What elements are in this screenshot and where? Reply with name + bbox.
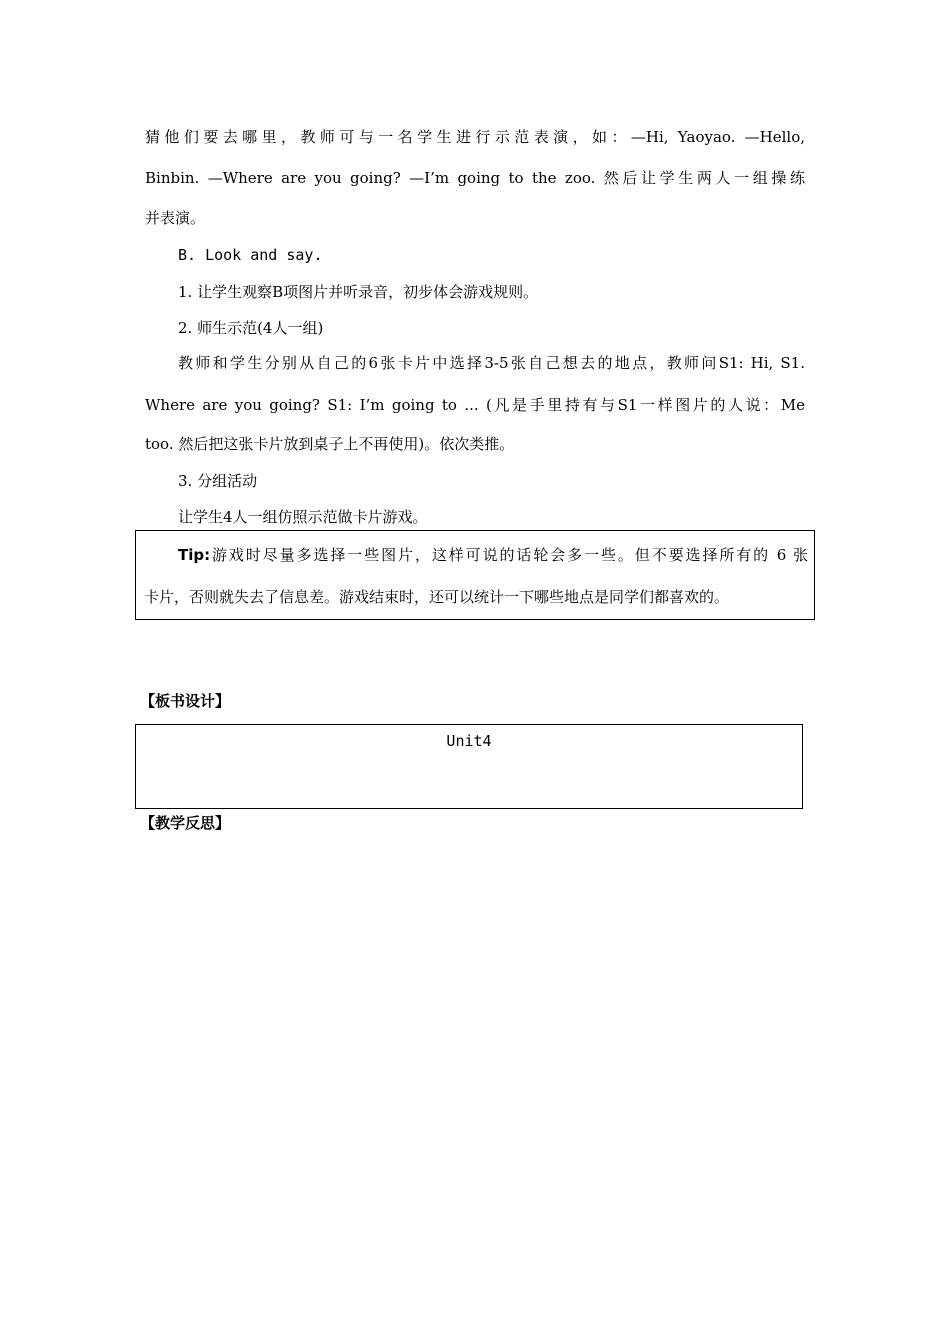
tip-text: 游戏时尽量多选择一些图片，这样可说的话轮会多一些。但不要选择所有的 6 张 bbox=[210, 546, 808, 564]
board-design-heading: 【板书设计】 bbox=[140, 692, 231, 710]
paragraph-line: 教师和学生分别从自己的6张卡片中选择3-5张自己想去的地点，教师问S1: Hi, S1. bbox=[178, 354, 805, 372]
tip-box bbox=[135, 530, 815, 620]
paragraph-line: 让学生4人一组仿照示范做卡片游戏。 bbox=[178, 508, 428, 526]
tip-line-1 bbox=[178, 545, 808, 565]
board-title: Unit4 bbox=[446, 732, 492, 750]
step-3: 3. 分组活动 bbox=[178, 472, 258, 490]
tip-label: Tip: bbox=[178, 546, 211, 564]
paragraph-line: 并表演。 bbox=[145, 209, 206, 227]
reflection-heading: 【教学反思】 bbox=[140, 814, 231, 832]
tip-line-2: 卡片，否则就失去了信息差。游戏结束时，还可以统计一下哪些地点是同学们都喜欢的。 bbox=[144, 588, 730, 606]
section-heading-b: B. Look and say. bbox=[178, 246, 323, 264]
paragraph-line: Where are you going? S1: I’m going to ... (凡是手里持有与S1一样图片的人说：Me bbox=[145, 396, 805, 414]
board-design-box bbox=[135, 724, 803, 809]
paragraph-line: too. 然后把这张卡片放到桌子上不再使用)。依次类推。 bbox=[145, 435, 515, 453]
step-1: 1. 让学生观察B项图片并听录音，初步体会游戏规则。 bbox=[178, 283, 539, 301]
paragraph-line: 猜他们要去哪里，教师可与一名学生进行示范表演，如：—Hi, Yaoyao. —Hello, bbox=[145, 128, 805, 146]
paragraph-line: Binbin. —Where are you going? —I’m going to the zoo. 然后让学生两人一组操练 bbox=[145, 169, 805, 187]
step-2: 2. 师生示范(4人一组) bbox=[178, 319, 324, 337]
